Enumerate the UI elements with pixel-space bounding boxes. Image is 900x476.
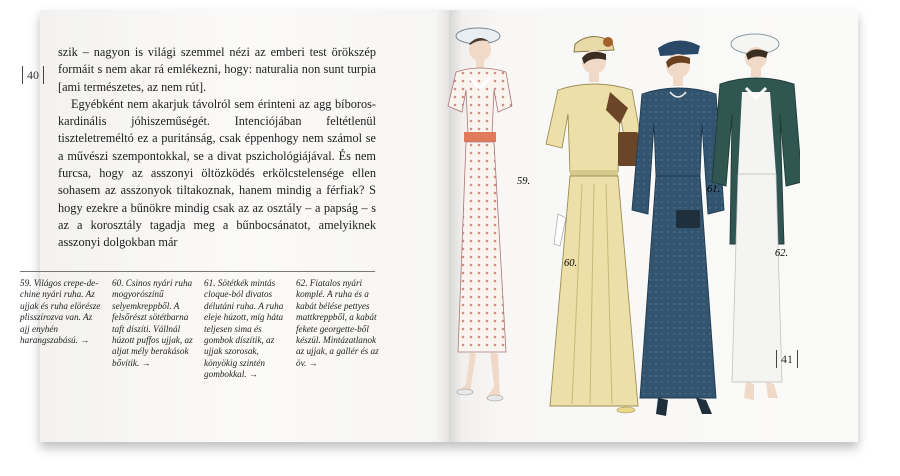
caption-62: 62. Fiatalos nyári komplé. A ruha és a kabát bélése pettyes mattkreppből, a kabát fekete georgette-ből készül. Mintázatlanok az ujjak, a gallér és az öv. → — [296, 278, 379, 368]
figure-number-62: 62. — [775, 248, 789, 259]
caption-columns — [20, 278, 380, 381]
figure-61 — [632, 40, 724, 416]
caption-divider — [20, 271, 375, 272]
paragraph-2: Egyébként nem akarjuk távolról sem érinteni az agg bíboros-kardinális jóhiszeműségét. Intenciójában feltétlenül tiszteletreméltó ez a puritánság, csak éppenhogy nem számol se a művészi szempontokkal, se a divat pszichológiájával. És nem furcsa, hogy az asszonyi öltözködés erkölcstelensége ellen sohasem az asszonyok tiltakoznak, hanem mindig a férfiak? S hogy ezekre a bűnökre mindig csak az az osztály – a papság – s az a korosztály tagadja meg a bűnbocsánatot, amelyiknek asszonyi dolgokban már — [58, 96, 376, 250]
figure-59 — [448, 28, 512, 401]
arrow-icon: → — [141, 357, 151, 368]
fashion-illustration — [420, 14, 800, 424]
page-number-right: 41 — [776, 350, 798, 368]
body-text — [58, 44, 376, 252]
figure-number-61: 61. — [707, 184, 721, 195]
paragraph-1: szik – nagyon is világi szemmel nézi az emberi test örökszép formáit s nem akar rá emlékezni, hogy: naturalia non sunt turpia [ami természetes, az nem rút]. — [58, 45, 376, 94]
arrow-icon: → — [308, 357, 318, 368]
caption-60: 60. Csinos nyári ruha mogyorószínű selyemkreppből. A felsőrészt sötétbarna taft díszíti. Vállnál húzott puffos ujjak, az aljat mély berakások bővítik. → — [112, 278, 193, 368]
caption-61: 61. Sötétkék mintás cloque-ból divatos délutáni ruha. A ruha eleje húzott, míg háta teljesen sima és gombok díszítik, az ujjak szorosak, könyökig szintén gombokkal. → — [204, 278, 284, 380]
arrow-icon: → — [248, 369, 258, 380]
page-number-left: 40 — [22, 66, 44, 84]
caption-59: 59. Világos crepe-de-chine nyári ruha. Az ujjak és ruha elörésze plisszírozva van. Az ajj enyhén harangszabású. → — [20, 278, 101, 346]
arrow-icon: → — [80, 335, 90, 346]
figure-60 — [546, 36, 642, 413]
figure-number-59: 59. — [517, 176, 531, 187]
figure-number-60: 60. — [564, 258, 578, 269]
figure-62 — [712, 34, 800, 400]
